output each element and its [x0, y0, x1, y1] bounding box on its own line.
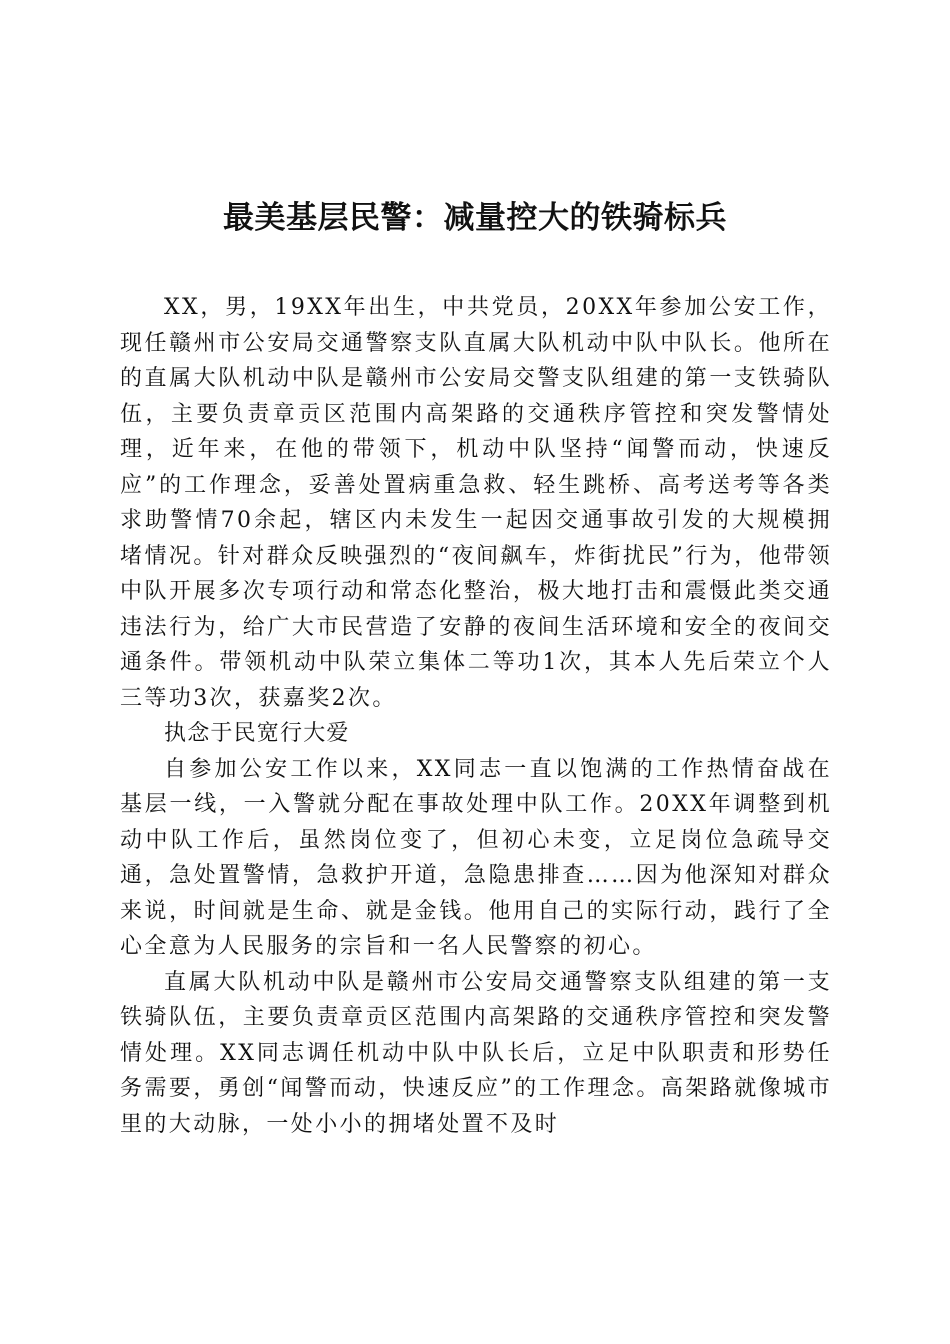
document-body	[120, 290, 832, 1142]
paragraph-intro: XX，男，19XX年出生，中共党员，20XX年参加公安工作，现任赣州市公安局交通警察支队直属大队机动中队中队长。他所在的直属大队机动中队是赣州市公安局交警支队组建的第一支铁骑队伍，主要负责章贡区范围内高架路的交通秩序管控和突发警情处理，近年来，在他的带领下，机动中队坚持“闻警而动，快速反应”的工作理念，妥善处置病重急救、轻生跳桥、高考送考等各类求助警情70余起，辖区内未发生一起因交通事故引发的大规模拥堵情况。针对群众反映强烈的“夜间飙车，炸街扰民”行为，他带领中队开展多次专项行动和常态化整治，极大地打击和震慑此类交通违法行为，给广大市民营造了安静的夜间生活环境和安全的夜间交通条件。带领机动中队荣立集体二等功1次，其本人先后荣立个人三等功3次，获嘉奖2次。	[120, 295, 832, 711]
paragraph-career: 自参加公安工作以来，XX同志一直以饱满的工作热情奋战在基层一线，一入警就分配在事故处理中队工作。20XX年调整到机动中队工作后，虽然岗位变了，但初心未变，立足岗位急疏导交通，急处置警情，急救护开道，急隐患排查……因为他深知对群众来说，时间就是生命、就是金钱。他用自己的实际行动，践行了全心全意为人民服务的宗旨和一名人民警察的初心。	[120, 756, 832, 959]
document-title: 最美基层民警：减量控大的铁骑标兵	[223, 200, 727, 236]
paragraph-squad: 直属大队机动中队是赣州市公安局交通警察支队组建的第一支铁骑队伍，主要负责章贡区范围内高架路的交通秩序管控和突发警情处理。XX同志调任机动中队中队长后，立足中队职责和形势任务需要，勇创“闻警而动，快速反应”的工作理念。高架路就像城市里的大动脉，一处小小的拥堵处置不及时	[120, 969, 832, 1137]
section-heading: 执念于民宽行大爱	[164, 721, 350, 746]
